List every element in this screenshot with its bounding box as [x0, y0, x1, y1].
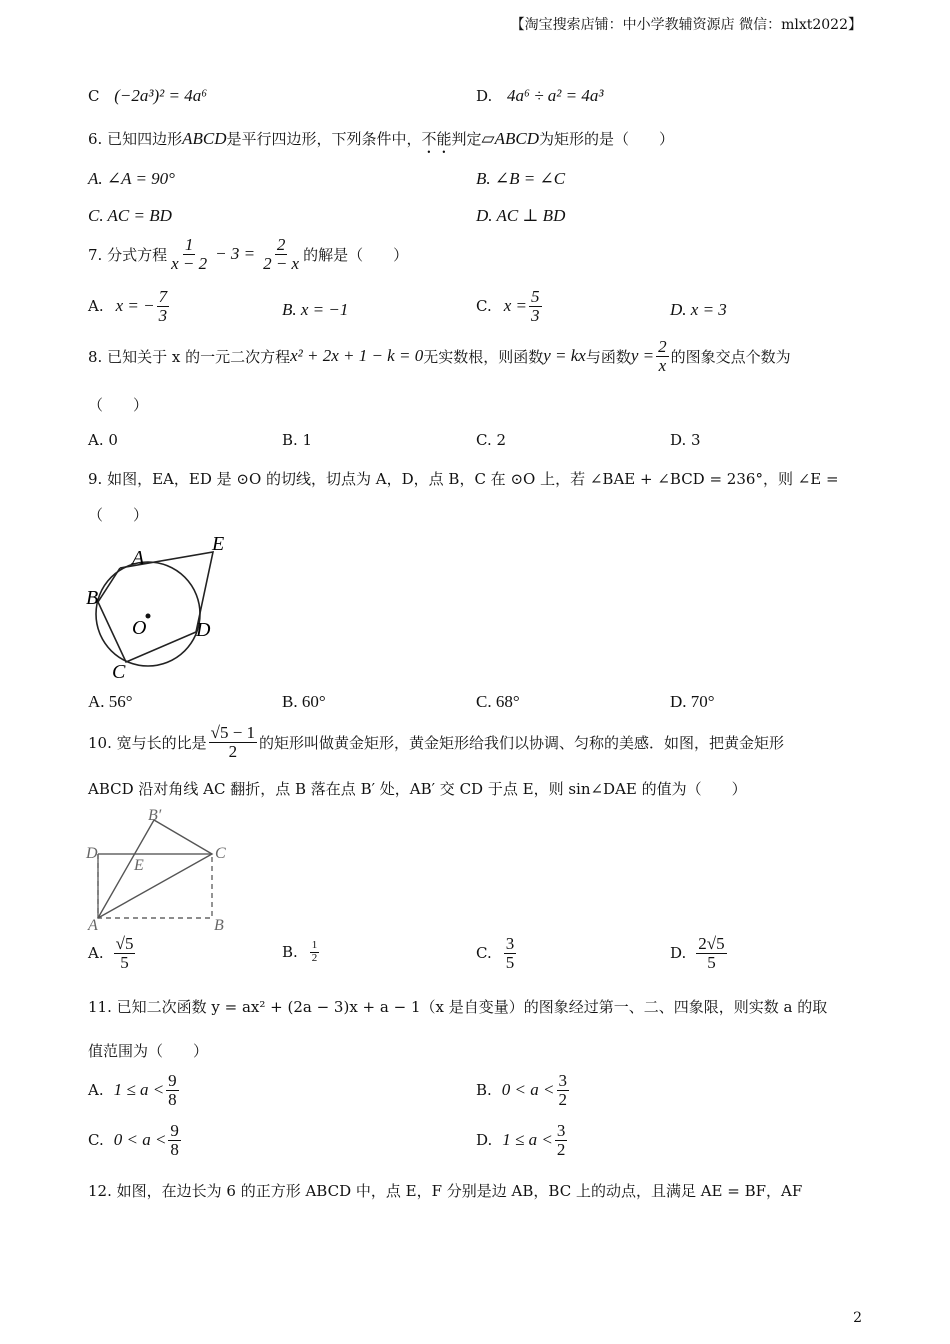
- q8-stem: 8. 已知关于 x 的一元二次方程 x² + 2x + 1 − k = 0 无实数根，则函数 y = kx 与函数 y = $\frac{2}{x}$ 的图象交点个数为: [88, 337, 791, 375]
- q10-option-c: C. $\frac{3}{5}$: [476, 934, 515, 972]
- q6-option-c: C. AC = BD: [88, 206, 172, 225]
- q11-stem-line2: 值范围为（ ）: [88, 1042, 209, 1060]
- q11-option-b: B. 0 < a < $\frac{3}{2}$: [476, 1071, 567, 1109]
- q10-label-Bp: B′: [148, 807, 162, 824]
- q10-label-E: E: [134, 857, 144, 874]
- q8-paren: （ ）: [88, 396, 149, 414]
- q9-label-B: B: [86, 587, 99, 609]
- q7-option-d: D. x = 3: [670, 300, 727, 319]
- q10-option-a: A. $\frac{√5}{5}$: [88, 934, 134, 972]
- q8-option-b: B. 1: [282, 431, 313, 449]
- q9-stem: 9. 如图，EA，ED 是 ⊙O 的切线，切点为 A，D，点 B，C 在 ⊙O 上，若 ∠BAE + ∠BCD = 236°，则 ∠E =: [88, 470, 839, 488]
- q9-paren: （ ）: [88, 506, 149, 524]
- q11-stem: 11. 已知二次函数 y = ax² + (2a − 3)x + a − 1（x 是自变量）的图象经过第一、二、四象限，则实数 a 的取: [88, 998, 828, 1016]
- q11-option-a: A. 1 ≤ a < $\frac{9}{8}$: [88, 1071, 177, 1109]
- page-header: 【淘宝搜索店铺：中小学教辅资源店 微信：mlxt2022】: [510, 17, 862, 33]
- page-number: 2: [853, 1310, 862, 1326]
- q10-option-d: D. $\frac{2√5}{5}$: [670, 934, 725, 972]
- q8-option-d: D. 3: [670, 431, 701, 449]
- q10-label-D: D: [86, 845, 98, 862]
- q9-label-C: C: [112, 661, 126, 683]
- q9-option-d: D. 70°: [670, 692, 715, 711]
- q9-label-D: D: [196, 619, 211, 641]
- q7-option-c: C. x = $\frac{5}{3}$: [476, 287, 540, 325]
- q11-option-c: C. 0 < a < $\frac{9}{8}$: [88, 1121, 179, 1159]
- q10-folded-triangle: [98, 820, 212, 918]
- q6-option-d: D. AC ⊥ BD: [476, 206, 566, 225]
- q5-option-d: D. 4a⁶ ÷ a² = 4a³: [476, 86, 604, 105]
- q7-stem: 7. 分式方程 $\frac{1}{x - 2}$ − 3 = $\frac{2}{2 - x}$ 的解是（ ）: [88, 235, 409, 273]
- q6-stem: 6. 已知四边形ABCD是平行四边形，下列条件中，不能判定▱ABCD为矩形的是（ ）: [88, 129, 675, 148]
- q11-option-d: D. 1 ≤ a < $\frac{3}{2}$: [476, 1121, 566, 1159]
- q9-option-c: C. 68°: [476, 692, 520, 711]
- q9-label-A: A: [132, 547, 145, 569]
- q9-label-E: E: [212, 533, 225, 555]
- q10-label-A: A: [88, 917, 98, 934]
- q7-option-a: A. x = − $\frac{7}{3}$: [88, 287, 168, 325]
- q10-stem: 10. 宽与长的比是 $\frac{√5 - 1}{2}$ 的矩形叫做黄金矩形，黄金矩形给我们以协调、匀称的美感．如图，把黄金矩形: [88, 723, 785, 761]
- q9-option-a: A. 56°: [88, 692, 133, 711]
- q10-label-B: B: [214, 917, 224, 934]
- q6-option-a: A. ∠A = 90°: [88, 169, 175, 188]
- q8-option-c: C. 2: [476, 431, 507, 449]
- q12-stem: 12. 如图，在边长为 6 的正方形 ABCD 中，点 E，F 分别是边 AB，BC 上的动点，且满足 AE = BF，AF: [88, 1182, 803, 1200]
- q5-option-c: C (−2a³)² = 4a⁶: [88, 86, 208, 105]
- q9-option-b: B. 60°: [282, 692, 326, 711]
- q10-stem-line2: ABCD 沿对角线 AC 翻折，点 B 落在点 B′ 处，AB′ 交 CD 于点 E，则 sin∠DAE 的值为（ ）: [88, 780, 747, 798]
- q10-option-b: B. $\frac{1}{2}$: [282, 939, 318, 964]
- q8-option-a: A. 0: [88, 431, 118, 449]
- q10-figure: [84, 806, 234, 934]
- q10-label-C: C: [215, 845, 226, 862]
- q7-option-b: B. x = −1: [282, 300, 349, 319]
- q9-label-O: O: [132, 617, 147, 639]
- q6-option-b: B. ∠B = ∠C: [476, 169, 566, 188]
- q9-figure: [80, 530, 240, 685]
